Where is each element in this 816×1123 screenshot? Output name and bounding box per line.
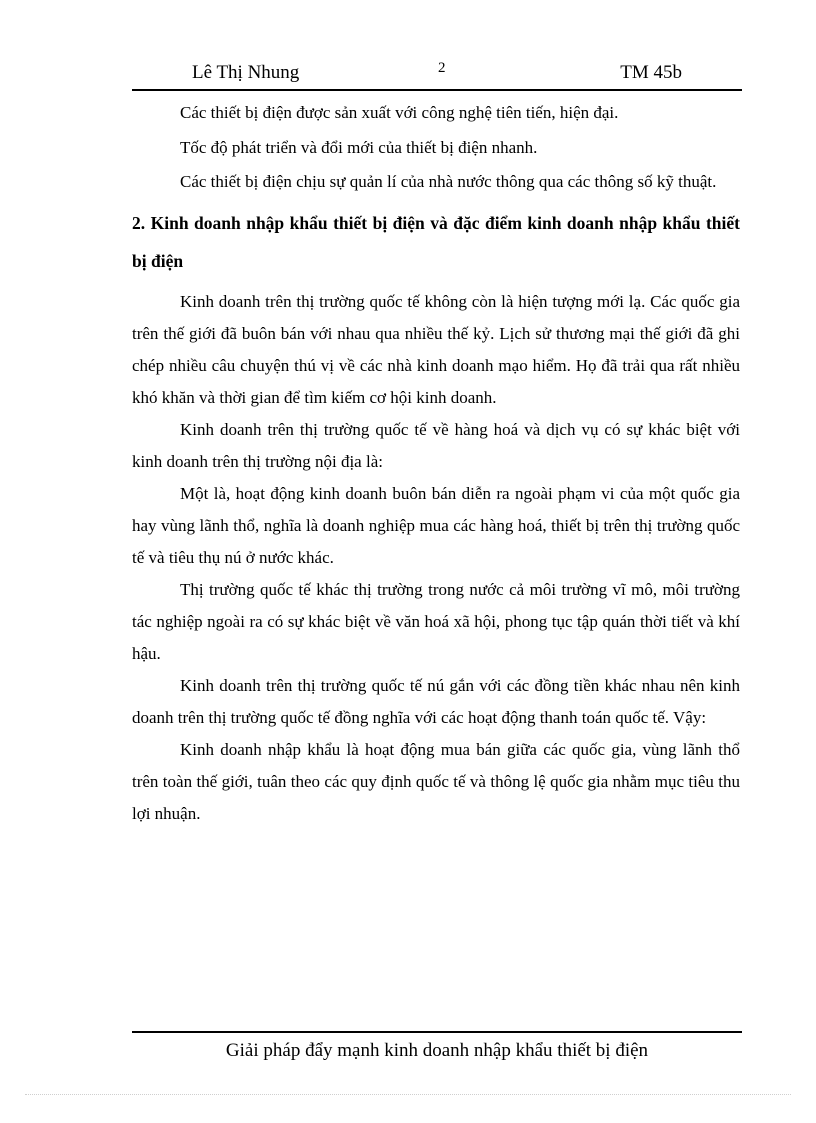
paragraph-3: Các thiết bị điện chịu sự quản lí của nhà nước thông qua các thông số kỹ thuật. bbox=[180, 172, 717, 191]
header-author: Lê Thị Nhung bbox=[192, 62, 300, 83]
document-body bbox=[132, 96, 740, 830]
paragraph-2: Tốc độ phát triển và đổi mới của thiết bị điện nhanh. bbox=[180, 137, 538, 157]
paragraph-9: Kinh doanh nhập khẩu là hoạt động mua bán giữa các quốc gia, vùng lãnh thổ trên toàn thế giới, tuân theo các quy định quốc tế và thông lệ quốc gia nhằm mục tiêu thu lợi nhuận. bbox=[132, 739, 740, 823]
header-class-code: TM 45b bbox=[620, 62, 682, 83]
paragraph-5: Kinh doanh trên thị trường quốc tế về hàng hoá và dịch vụ có sự khác biệt với kinh doanh trên thị trường nội địa là: bbox=[132, 419, 740, 471]
section-heading: 2. Kinh doanh nhập khẩu thiết bị điện và đặc điểm kinh doanh nhập khẩu thiết bị điện bbox=[132, 212, 740, 271]
paragraph-1: Các thiết bị điện được sản xuất với công nghệ tiên tiến, hiện đại. bbox=[180, 103, 619, 122]
paragraph-7: Thị trường quốc tế khác thị trường trong nước cả môi trường vĩ mô, môi trường tác nghiệp ngoài ra có sự khác biệt về văn hoá xã hội, phong tục tập quán thời tiết và khí hậu. bbox=[132, 579, 740, 663]
footer-divider bbox=[132, 1031, 742, 1033]
paragraph-4: Kinh doanh trên thị trường quốc tế không còn là hiện tượng mới lạ. Các quốc gia trên thế giới đã buôn bán với nhau qua nhiều thế kỷ. Lịch sử thương mại thế giới đã ghi chép nhiều câu chuyện thú vị về các nhà kinh doanh mạo hiểm. Họ đã trải qua rất nhiều khó khăn và thời gian để tìm kiếm cơ hội kinh doanh. bbox=[132, 291, 740, 407]
page-bottom-dotted-line bbox=[25, 1094, 791, 1095]
page-header bbox=[132, 58, 742, 90]
header-page-number: 2 bbox=[438, 60, 446, 76]
header-divider bbox=[132, 89, 742, 91]
page-footer: Giải pháp đẩy mạnh kinh doanh nhập khẩu thiết bị điện bbox=[225, 1040, 649, 1061]
paragraph-8: Kinh doanh trên thị trường quốc tế nú gắn với các đồng tiền khác nhau nên kinh doanh trên thị trường quốc tế đồng nghĩa với các hoạt động thanh toán quốc tế. Vậy: bbox=[132, 675, 740, 727]
paragraph-6: Một là, hoạt động kinh doanh buôn bán diễn ra ngoài phạm vi của một quốc gia hay vùng lãnh thổ, nghĩa là doanh nghiệp mua các hàng hoá, thiết bị trên thị trường quốc tế và tiêu thụ nú ở nước khác. bbox=[132, 483, 740, 567]
